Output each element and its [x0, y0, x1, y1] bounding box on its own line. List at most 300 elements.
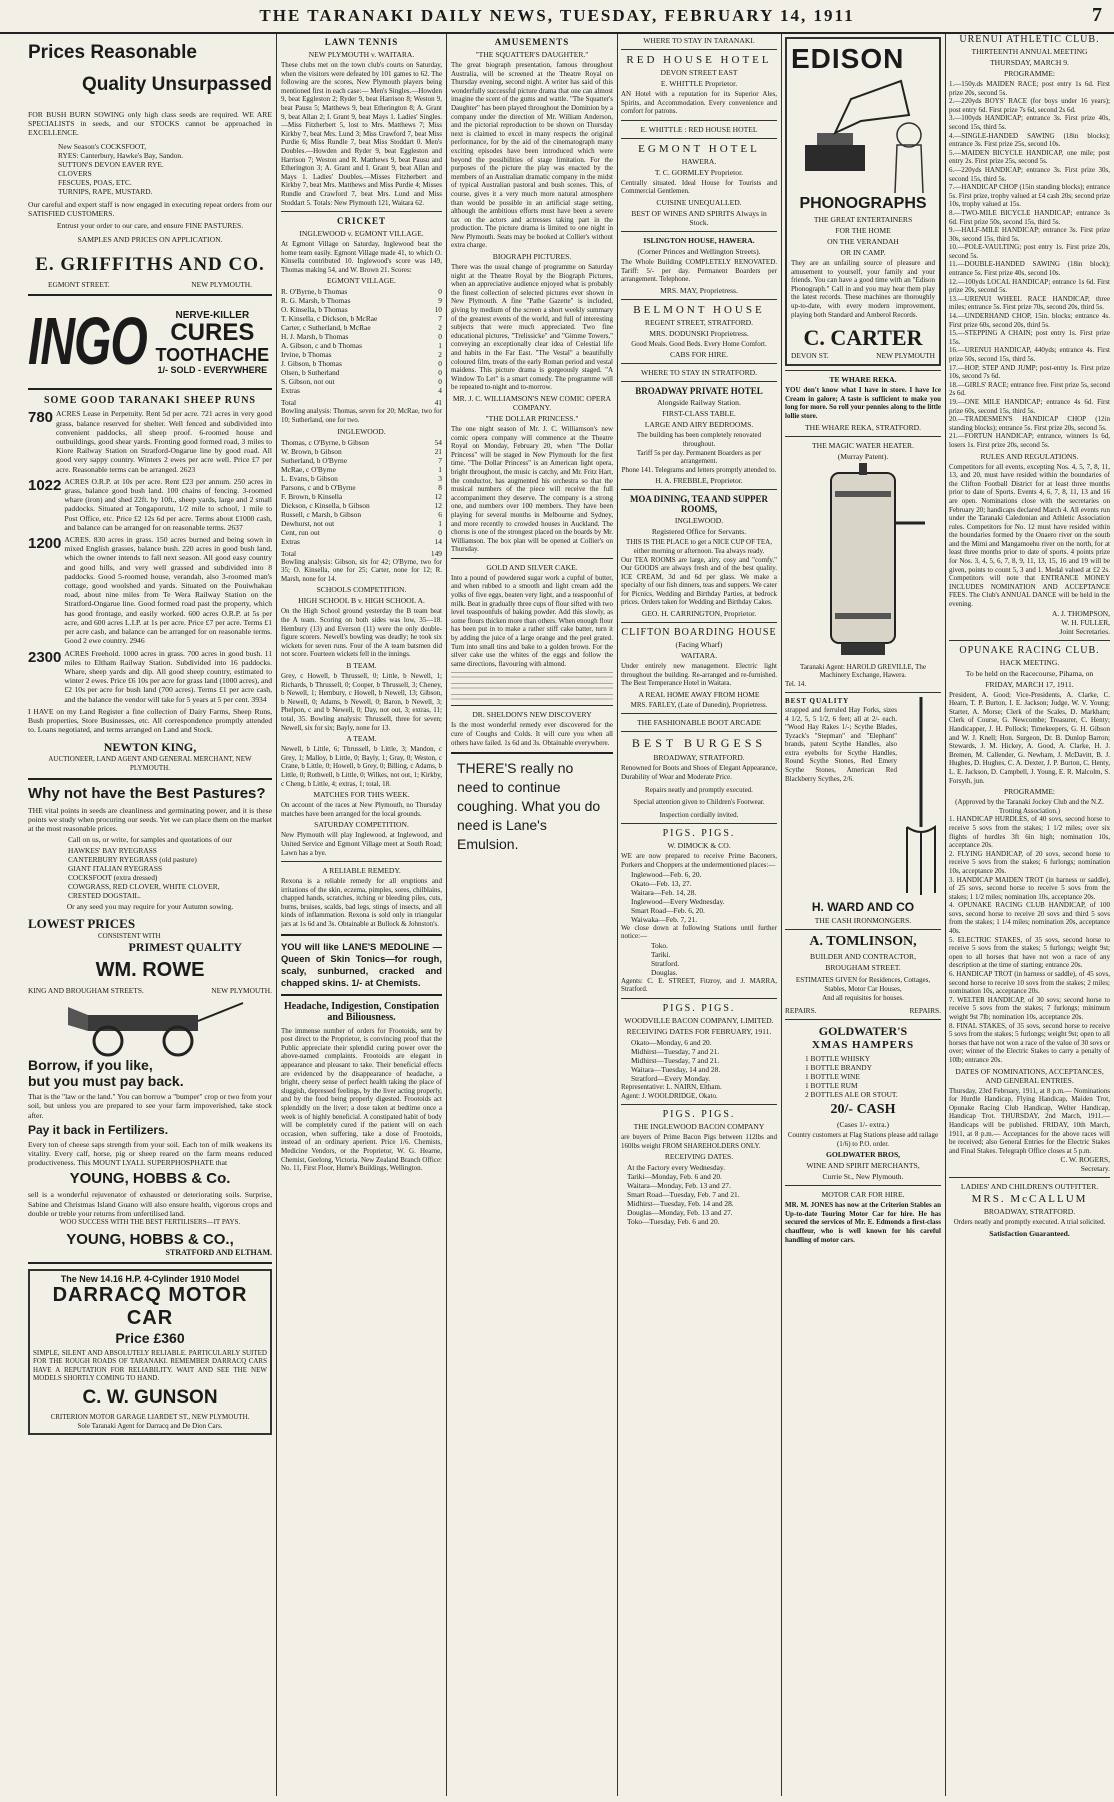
column-2	[281, 34, 442, 1796]
list-item: 7.—HANDICAP CHOP (15in standing blocks); entrance 5s. First prize, trophy valued at £4 cash 20s; second prize 10s, trophy valued at 15s.	[949, 183, 1110, 209]
list-item: 15.—STEPPING A CHAIN; post entry 1s. First prize 15s.	[949, 329, 1110, 346]
column-rule	[781, 34, 782, 1796]
ingo-nerve: NERVE-KILLER	[175, 309, 250, 321]
table-row: Total 41	[281, 398, 442, 408]
goldwater-bros: GOLDWATER BROS,	[825, 1150, 901, 1160]
dimock-name: W. DIMOCK & CO.	[667, 841, 731, 851]
xmas-hampers: XMAS HAMPERS	[811, 1039, 915, 1052]
rowe-address: KING AND BROUGHAM STREETS.	[28, 986, 144, 996]
programme-2-heading: PROGRAMME:	[1003, 787, 1056, 797]
edison-advert	[785, 37, 941, 366]
table-row: W. Brown, b Gibson 21	[281, 446, 442, 456]
hamper-price: 20/- CASH	[830, 1102, 896, 1118]
magic-heater: THE MAGIC WATER HEATER.	[812, 440, 914, 450]
gold-cake-text: Into a pound of powdered sugar work a cupful of butter, and when rubbed to a smooth and light cream add the yolks of five eggs, beaten very light, and a teaspoonful of milk. Beat in gradually three cups of flour sifted with two level teaspoonfuls of baking powder. Add this slowly, as some flours thicken more than others. When enough flour has been put in to make a rather stiff cake batter, turn it by adding the juice of a large orange and the peel grated. Turn into small tins and bake to a golden brown. For the silver cake use the whites of the eggs and follow the same directions, flavouring with almond.	[451, 573, 613, 668]
list-item: 10.—POLE-VAULTING; post entry 1s. First prize 20s, second 5s.	[949, 243, 1110, 260]
red-house-proprietor: E. WHITTLE Proprietor.	[660, 79, 738, 88]
frootoids-heading: Headache, Indigestion, Constipation and Biliousness.	[283, 1000, 440, 1023]
table-row: R. O'Byrne, b Thomas 0	[281, 287, 442, 297]
edison-title: EDISON	[791, 43, 905, 74]
secretaries-label: Joint Secretaries.	[1059, 626, 1110, 636]
list-item: Toko.	[651, 940, 668, 950]
run-acres: 780	[28, 409, 54, 427]
broadway-proprietor: H. A. FREBBLE, Proprietor.	[655, 476, 743, 486]
list-item: HAWKES' BAY RYEGRASS	[68, 846, 157, 856]
land-register-text: I HAVE on my Land Register a fine collection of Dairy Farms, Sheep Runs, Bush properties, Store Businesses, etc. All correspondence promptly attended to. Loans negotiated, and terms arranged on Land and Stock.	[28, 706, 272, 735]
lanes-medoline-advert: YOU will like LANE'S MEDOLINE — Queen of Skin Tonics—for rough, scaly, sunburned, cracked and chapped skins. 1/- at Chemists.	[281, 940, 442, 988]
burgess-text: Renowned for Boots and Shoes of Elegant Appearance, Durability of Wear and Moderate Price.	[621, 764, 777, 782]
list-item: 11.—DOUBLE-HANDED SAWING (18in block); entrance 5s. First prize 40s, second 10s.	[949, 260, 1110, 278]
list-item: 13.—URENUI WHEEL RACE HANDICAP, three miles; entrance 5s. First prize 70s, second 20s, third 5s.	[949, 294, 1110, 312]
broadway-location: Alongside Railway Station.	[657, 398, 741, 408]
pitchfork-illustration	[901, 697, 941, 897]
grass-list	[68, 846, 272, 900]
hack-meeting: HACK MEETING.	[999, 657, 1060, 667]
mccallum-name: MRS. McCALLUM	[971, 1193, 1088, 1206]
list-item: Stratford—Every Monday.	[631, 1073, 711, 1083]
best-quality: BEST QUALITY	[785, 697, 850, 706]
list-item: 6. HANDICAP TROT (in harness or saddle), of 45 sovs, second horse to receive 10 sovs from the stakes; 2 miles; nomination 10s, acceptance 20s.	[949, 970, 1110, 996]
darracq-price: Price £360	[115, 1329, 185, 1346]
inglewood-bacon-dates-heading: RECEIVING DATES.	[664, 1152, 734, 1162]
lowest-prices: LOWEST PRICES	[28, 915, 136, 931]
clifton-text: Under entirely new management. Electric light throughout the building. Re-arranged and re-furnished. The Best Temperance Hotel in Waitara.	[621, 662, 777, 688]
boot-arcade: THE FASHIONABLE BOOT ARCADE	[637, 718, 761, 728]
goldwaters: GOLDWATER'S	[818, 1024, 908, 1039]
rules-heading: RULES AND REGULATIONS.	[980, 451, 1079, 461]
matches-text: On account of the races at New Plymouth, no Thursday matches have been arranged for the local grounds.	[281, 801, 442, 818]
table-row: Sutherland, b O'Byrne 7	[281, 455, 442, 465]
borrow-heading: Borrow, if you like,	[28, 1057, 153, 1074]
list-item: Tariki—Monday, Feb. 6 and 20.	[627, 1172, 722, 1182]
schools-heading: SCHOOLS COMPETITION.	[316, 585, 407, 595]
lanes-emulsion-advert: THERE'S really no need to continue coughing. What you do need is Lane's Emulsion.	[457, 760, 601, 853]
list-item: 20.—TRADESMEN'S HANDICAP CHOP (12in standing blocks); entrance 5s. First prize 20s, second 5s.	[949, 415, 1110, 432]
list-item: Inglewood—Every Wednesday.	[631, 896, 725, 906]
table-row: Dewhurst, not out 1	[281, 518, 442, 528]
gunson-name: C. W. GUNSON	[82, 1386, 218, 1408]
moa-rooms-text: Our TEA ROOMS are large, airy, cosy and "comfy." Our GOODS are always fresh and of the best quality. ICE CREAM, 3d and 6d per glass. We make a specialty of our fish dinners, teas and suppers. We cater for Picnics, Wedding and Birthday Parties, at bedrock prices. Orders taken for Wedding and Birthday Cakes.	[621, 555, 777, 607]
young-hobbs-towns: STRATFORD AND ELTHAM.	[165, 1247, 272, 1257]
clifton-sub: (Facing Wharf)	[675, 640, 723, 650]
column-rule	[945, 34, 946, 1796]
run-acres: 1200	[28, 535, 62, 553]
list-item: Waitara—Monday, Feb. 13 and 27.	[627, 1181, 731, 1191]
needs-text: Or any seed you may require for your Autumn sowing.	[66, 902, 234, 912]
nominations-heading: DATES OF NOMINATIONS, ACCEPTANCES, AND GENERAL ENTRIES.	[955, 1066, 1104, 1085]
annual-meeting: THIRTEENTH ANNUAL MEETING	[971, 47, 1088, 56]
table-row: Cent, run out 0	[281, 527, 442, 537]
pay-back-heading: but you must pay back.	[28, 1073, 184, 1090]
list-item: Waiwaka—Feb. 7, 21.	[631, 914, 698, 924]
fertiliser-tagline: WOO SUCCESS WITH THE BEST FERTILISERS—IT PAYS.	[59, 1217, 241, 1226]
phonographs-title: PHONOGRAPHS	[799, 195, 927, 212]
burgess-inspection: Inspection cordially invited.	[659, 810, 739, 819]
seed-intro: FOR BUSH BURN SOWING only high class seeds are required. WE ARE SPECIALISTS in seeds, and our STOCKS cannot be approached in EXCELLENCE.	[28, 110, 272, 138]
list-item: 6.—220yds HANDICAP; entrance 3s. First prize 30s, second 15s, third 5s.	[949, 165, 1110, 183]
rogers-title: Secretary.	[1080, 1164, 1110, 1174]
moa-proprietor: GEO. H. CARRINGTON, Proprietor.	[641, 609, 757, 619]
saturday-text: New Plymouth will play Inglewood, at Inglewood, and United Service and Egmont Village meet at South Road; Lawn has a bye.	[281, 831, 442, 857]
phonograph-illustration	[791, 75, 935, 195]
egmont-village-heading: EGMONT VILLAGE.	[327, 276, 396, 286]
call-on-text: Call on us, or write, for samples and quotations of our	[67, 835, 233, 845]
motor-car-text: MR. M. JONES has now at the Criterion Stables an Up-to-date Touring Motor Car for hire. He has secured the services of Mr. E. Edmonds a first-class chauffeur, who is well known for his careful handling of motor cars.	[785, 1201, 941, 1244]
islington-proprietor: MRS. MAY, Proprietress.	[660, 285, 738, 295]
best-burgess: BEST BURGESS	[631, 736, 767, 751]
burgess-address: BROADWAY, STRATFORD.	[653, 753, 745, 763]
clifton-boarding-house: CLIFTON BOARDING HOUSE	[621, 627, 777, 639]
red-house-footer: E. WHITTLE : RED HOUSE HOTEL	[640, 124, 758, 134]
run-acres: 1022	[28, 476, 62, 494]
table-row: O. Kinsella, b Thomas 10	[281, 305, 442, 315]
firm-street: EGMONT STREET.	[48, 280, 110, 290]
list-item: 14.—UNDERHAND CHOP, 15in. blocks; entrance 4s. First prize 60s, second 20s, third 5s.	[949, 312, 1110, 329]
water-heater-illustration	[785, 463, 941, 663]
te-whare-reka-footer: THE WHARE REKA, STRATFORD.	[804, 422, 922, 432]
urenui-club: URENUI ATHLETIC CLUB.	[959, 34, 1100, 45]
secretary-2: W. H. FULLER,	[1061, 617, 1110, 627]
burgess-repairs: Repairs neatly and promptly executed.	[645, 785, 753, 794]
edison-line-1: THE GREAT ENTERTAINERS	[813, 215, 913, 224]
broadway-phone: Phone 141. Telegrams and letters promptly attended to.	[621, 465, 777, 474]
sheldon-heading: DR. SHELDON'S NEW DISCOVERY	[472, 710, 592, 720]
red-house-text: AN Hotel with a reputation for its Superior Ales, Spirits, and Accommodation. Every convenience and comfort for patrons.	[621, 90, 777, 116]
sheldon-text: Is the most wonderful remedy ever discovered for the cure of Coughs and Colds. It will cure you when all others have failed. 1s 6d and 3s. Obtainable everywhere.	[451, 721, 613, 747]
hack-location: To be held on the Racecourse, Pihama, on	[965, 668, 1094, 678]
tomlinson-estimates: ESTIMATES GIVEN for Residences, Cottages, Stables, Motor Car Houses,	[795, 976, 931, 993]
list-item: 4.—SINGLE-HANDED SAWING (18in blocks); entrance 3s. First prize 25s, second 10s.	[949, 131, 1110, 149]
tomlinson-trade: BUILDER AND CONTRACTOR,	[810, 952, 916, 962]
table-row: H. J. Marsh, b Thomas 0	[281, 332, 442, 342]
rowe-town: NEW PLYMOUTH.	[211, 986, 272, 996]
gold-cake-heading: GOLD AND SILVER CAKE.	[486, 562, 578, 572]
inglewood-heading: INGLEWOOD.	[337, 426, 386, 436]
secretary-1: A. J. THOMPSON,	[1052, 608, 1110, 618]
inglewood-bacon-text: are buyers of Prime Bacon Pigs between 112lbs and 160lbs weight FROM SHAREHOLDERS ONLY.	[621, 1133, 777, 1150]
gunson-agent: Sole Taranaki Agent for Darracq and De Dion Cars.	[77, 1421, 223, 1430]
list-item: COWGRASS, RED CLOVER, WHITE CLOVER,	[68, 882, 220, 892]
list-item: 7. WELTER HANDICAP, of 30 sovs; second horse to receive 5 sovs from the stakes; 7 furlongs; minimum weight 9st 7lb; nomination 10s, acceptance 20s.	[949, 995, 1110, 1021]
biograph-text: There was the usual change of programme on Saturday night at the Theatre Royal by the Biograph Pictures, when an appreciative audience enjoyed what is probably the finest collection of selected pictures ever shown in New Plymouth. A fine "Pathe Gazette" is included, giving by medium of the screen a short weekly summary of the greatest events of the world, and full of interesting subjects that were much appreciated. Two fine educational pictures, "Trelissicke" and "Gimme Towers," conveying an exceptionally clear idea of Celestial life and habits in the Far East. "The Vestal" a beautifully coloured film, treats of the early Roman period and vestal maidens. This picture drama is gorgeously staged. "A Window To Let" is a smart comedy. The programme will be repeated to-night and to-morrow.	[451, 263, 613, 392]
inglewood-scores	[281, 438, 442, 558]
list-item: 8. FINAL STAKES, of 35 sovs, second horse to receive 5 sovs from the stakes; 5 furlongs; weight 9st; open to all horses that have not won a race of the value of 30 sovs or over; winner of the Electric Stakes to carry a penalty of 10lb; entrance 20s.	[949, 1021, 1110, 1064]
dollar-princess-text: The one night season of Mr. J. C. Williamson's new comic opera company will commence at the Theatre Royal on Monday, February 20, when "The Dollar Princess" will be staged in New Plymouth for the first time. "The Dollar Princess" is an American light opera, bright throughout, the music is catchy, and Mr. Fritz Hart, the conductor, has augmented his orchestra so that the musical numbers of the piece will receive the full accompaniment they deserve. The company is a strong one, and numbers over 100 members. They have been playing for several months in Melbourne and Sydney, and more recently to crowded houses in Auckland. The chorus is one of the strongest placed on the boards by Mr. Williamson. The box plan will be opened at Collier's on Thursday.	[451, 424, 613, 554]
table-row: Irvine, b Thomas 2	[281, 350, 442, 360]
headline-quality: Quality Unsurpassed	[81, 74, 272, 95]
list-item: Smart Road—Tuesday, Feb. 7 and 21.	[627, 1190, 740, 1200]
pigs-heading: PIGS. PIGS.	[662, 828, 736, 840]
list-item: 1 BOTTLE WINE	[805, 1072, 860, 1082]
b-team-heading: B TEAM.	[346, 661, 377, 670]
table-row: J. Gibson, b Thomas 0	[281, 359, 442, 369]
pigs-heading: PIGS. PIGS.	[662, 1109, 736, 1121]
list-item: 1 BOTTLE WHISKY	[805, 1054, 871, 1064]
list-item: 19.—ONE MILE HANDICAP; entrance 4s 6d. First prize 60s, second 15s, third 5s.	[949, 397, 1110, 415]
darracq-text: SIMPLE, SILENT AND ABSOLUTELY RELIABLE. PARTICULARLY SUITED FOR THE ROUGH ROADS OF TARANAKI. REMEMBER DARRACQ CARS HAVE A REPUTATION FOR RELIABILITY. WAIT AND SEE THE NEW MODELS SHORTLY COMING TO HAND.	[33, 1348, 267, 1383]
ingo-toothache: TOOTHACHE	[155, 344, 270, 365]
list-item: 1. HANDICAP HURDLES, of 40 sovs, second horse to receive 5 sovs from the stakes; 1 1/2 miles; over six flights of hurdles 3ft 6in high; nomination 10s, acceptance 20s.	[949, 815, 1110, 850]
lawn-tennis-sub: NEW PLYMOUTH v. WAITARA.	[308, 50, 415, 59]
nominations-text: Thursday, 23rd February, 1911, at 8 p.m.— Nominations for Hurdle Handicap, Flying Handicap, Maiden Trot, Opunake Racing Club Handicap, Welter Handicap, Handicap Trot. THURSDAY, 2nd March, 1911.—Handicaps will be published. FRIDAY, 10th March, 1911, at 8 p.m.— Acceptances for the above races will be received; also General Entries for the Electric Stakes and Final Stakes. Telegraph Office closes at 5 p.m.	[949, 1086, 1110, 1155]
list-item: Tariki.	[651, 949, 671, 959]
table-row: R. G. Marsh, b Thomas 9	[281, 296, 442, 306]
rexona-heading: A RELIABLE REMEDY.	[322, 866, 401, 876]
hay-fork-advert	[785, 697, 941, 897]
frootoids-text: The immense number of orders for Frootoids, sent by post direct to the Proprietor, is convincing proof that the Public appreciate their splendid curing power over the above-named complaints. Frootoids are elegant in appearance and pleasant to take. Their beneficial effects are evidenced by the disappearance of headache, a bright, cheery sense of perfect health taking the place of sluggish, depressed feelings, by the liver acting properly, and by the food being properly digested. Frootoids act splendidly on the liver; a dose taken at bedtime once a week is of highly beneficial. A constipated habit of body will be completely cured if the patient will on each occasion, when suffering, take a dose of Frootoids, instead of an ordinary aperient. Price 1/6. Chemists, Medicine Vendors, or the Proprietor, W. G. Hearne, Chemist, Geelong, Victoria. New Zealand Branch Office: No. 11, First Floor, Hume's Buildings, Wellington.	[281, 1026, 442, 1173]
lawn-tennis-text: These clubs met on the town club's courts on Saturday, when the visitors were defeated by 101 games to 62. The following are the scores, New Plymouth players being mentioned first in each case:— Men's Singles.—Howden 9, beat Eggleston 2; Ryder 9, beat Harrison 8; Weston 9, beat Pausu 5; Matthews 9, beat Etherington 8; A. Grant 9, beat Allan 2; I. Grant 9, beat Mays 1. Ladies' Singles.—Miss Fitzherbert 5, lost to Mrs. Matthews 7; Miss Kirkby 7, beat Mrs. Lund 3; Miss Crawford 7, beat Miss Purdie 6; Miss Rundle 7, beat Miss Stoddart 0. Men's Doubles.—Howden and Ryder 9, beat Eggleston and Harrison 7; Weston and R. Matthews 9, beat Pausu and Etherington 3; A. Grant and I. Grant 9, beat Allan and Mays 1. Ladies' Doubles.—Misses Fitzherbert and Kirkby 7, beat Mrs. Matthews and Miss Purdie 4; Misses Rundle and Crawford 7, beat Mrs. Lund and Miss Stoddart 5. Totals: New Plymouth 121, Waitara 62.	[281, 61, 442, 207]
list-item: 1.—150y.ds MAIDEN RACE; post entry 1s 6d. First prize 20s, second 5s.	[949, 80, 1110, 97]
egmont-hotel-location: HAWERA.	[681, 156, 717, 166]
list-item: 8.—TWO-MILE BICYCLE HANDICAP; entrance 3s 6d. First prize 50s, second 15s, third 5s.	[949, 208, 1110, 226]
list-item: TURNIPS, RAPE, MUSTARD.	[58, 186, 153, 196]
careful-text: Our careful and expert staff is now engaged in executing repeat orders from our SATISFIED CUSTOMERS.	[28, 199, 272, 218]
best-pastures-text: THE vital points in seeds are cleanliness and germinating power, and it is these points we study when procuring our seeds. Yet we can place them on the market at the most reasonable prices.	[28, 805, 272, 833]
column-rule	[276, 34, 277, 1796]
ward-name: H. WARD AND CO	[811, 900, 915, 915]
woodville-agent: Agent: J. WOOLDRIDGE, Okato.	[621, 1091, 718, 1100]
egmont-bowling: Bowling analysis: Thomas, seven for 20; McRae, two for 10; Sutherland, one for two.	[281, 407, 442, 425]
te-whare-reka-text: YOU don't know what I have in store. I have Ice Cream in galore; A taste is sufficient to make you long for more. So roll your pennies along to the little lollie store.	[785, 386, 941, 420]
list-item: 17.—HOP, STEP AND JUMP; post-entry 1s. First prize 10s, second 7s 6d.	[949, 363, 1110, 381]
moa-servants: Registered Office for Servants.	[651, 527, 747, 537]
belmont-text: Good Meals. Good Beds. Every Home Comfort.	[631, 339, 767, 348]
goldwater-town: Currie St., New Plymouth.	[822, 1172, 904, 1182]
officers-text: President, A. Good; Vice-Presidents, A. Clarke, C. Hearn, T. P. Burton, I. E. Jackson; Judge, W. V. Young; Starter, A. Morse; Clerk of the Scales, D. Markham; Clerk of Course, G. Newcombe; Treasurer, C. Henty; Handicapper, J. H. Pollock; Timekeepers, G. H. Gibson and W. J. Knell; Hon. Surgeon, Dr. B. Dunlop Barron; Stewards, J. M. Hickey, A. Good, A. Clarke, H. J. Bremen, M. Callender, G. Newham, J. McDavitt, B. J. Hughes, D. Hughes, C. A. Dexter, J. P. Burton, C. Henty, L. E. Jackson, D. Campbell, J. Young, E. R. Malcolm, S. Forsyth, jun.	[949, 690, 1110, 785]
ingo-price: 1/- SOLD - EVERYWHERE	[157, 364, 268, 375]
egmont-village-scores	[281, 287, 442, 407]
moa-location: INGLEWOOD.	[674, 516, 724, 526]
inglewood-bacon-name: THE INGLEWOOD BACON COMPANY	[633, 1122, 765, 1132]
table-row: F. Brown, b Kinsella 12	[281, 491, 442, 501]
list-item: 21.—FORTUN HANDICAP; entrance, winners 1s 6d, losers 1s. First prize 20s, second 5s.	[949, 432, 1110, 449]
moa-place-text: THIS IS THE PLACE to get a NICE CUP OF TEA, either morning or afternoon. Tea always ready.	[626, 538, 772, 555]
list-item: CLOVERS	[58, 168, 92, 178]
squatters-heading: "THE SQUATTER'S DAUGHTER."	[475, 50, 589, 59]
clifton-home: A REAL HOME AWAY FROM HOME	[638, 689, 760, 699]
table-row: Extras 4	[281, 386, 442, 396]
headline-prices: Prices Reasonable	[28, 42, 197, 63]
primest-quality: PRIMEST QUALITY	[128, 940, 242, 955]
moa-rooms: MOA DINING, TEA AND SUPPER ROOMS,	[629, 494, 769, 515]
wm-rowe: WM. ROWE	[95, 959, 205, 982]
fertilizers-heading: Pay it back in Fertilizers.	[28, 1122, 169, 1137]
table-row: Parsons, c and b O'Byrne 8	[281, 482, 442, 492]
list-item: New Season's COCKSFOOT,	[58, 141, 147, 151]
edison-line-3: ON THE VERANDAH	[827, 237, 899, 246]
firm-town: NEW PLYMOUTH.	[191, 280, 252, 290]
list-item: Okato—Monday, 6 and 20.	[631, 1037, 712, 1047]
belmont-street: REGENT STREET, STRATFORD.	[644, 317, 754, 327]
list-item: 1 BOTTLE RUM	[805, 1081, 858, 1091]
b-team-text: Grey, c Howell, b Thrussell, 0; Little, b Newell, 1; Richards, b Thrussell, 0; Cooper, b Thrussell, 3; Cheney, b Newell, 1; Hembury, c Howell, b Newell, 13; Gibson, b Newell, 0; Adams, b Newell, 0; Baron, b Newell, 3; Phelpon, c and b Newell, 0; Day, not out, 3; extras, 11; total, 35. Bowling analysis: Thrussell, three for seven; Newell, six for six; Bayly, none for 13.	[281, 672, 442, 732]
list-item: GIANT ITALIAN RYEGRASS	[68, 864, 163, 874]
darracq-title: DARRACQ MOTOR CAR	[52, 1283, 248, 1329]
table-row: Dickson, c Kinsella, b Gibson 12	[281, 500, 442, 510]
list-item: Douglas—Monday, Feb. 13 and 27.	[627, 1208, 733, 1218]
broadway-text: The building has been completely renovated throughout.	[636, 431, 762, 448]
a-team-text: Newell, b Little, 6; Thrussell, b Little, 3; Mandon, c Grey, 1; Malloy, b Little, 0; Bayly, 1; Gray, 0; Weston, c Crane, b Little, 0; Howell, b Grey, 0; Billing, c Adams, b Little, 0; Rothwell, b Little, 0; Wilkes, not out, 1; Kirkby, c Cheng, b Little, 4; extras, 1; total, 18.	[281, 745, 442, 788]
column-rule	[617, 34, 618, 1796]
programme-2-sub: (Approved by the Taranaki Jockey Club and the N.Z. Trotting Association.)	[955, 798, 1104, 815]
heater-telephone: Tel. 14.	[785, 679, 807, 688]
hay-fork-text: strapped and ferruled Hay Forks, sizes 4 1/2, 5, 5 1/2, 6 feet; all at 2/- each. "Wood Hay Rakes 1/-; Scythe Blades, Tyzack's "Stepman" and "Elephant" brands, patent Scythe Handles, also extra eyebolts for Scythe Handles, Round Scythe Stones, Red Emery Scythe Stones, American Red Blackberry Scythes, 2/6.	[785, 705, 897, 783]
list-item: 3. HANDICAP MAIDEN TROT (in harness or saddle), of 25 sovs, second horse to receive 5 sovs from the stakes; 1 1/2 miles; nomination 10s, acceptance 20s.	[949, 875, 1110, 901]
repairs-right: REPAIRS.	[909, 1006, 941, 1016]
list-item: 1 BOTTLE BRANDY	[805, 1063, 872, 1073]
woodville-dates-heading: RECEIVING DATES FOR FEBRUARY, 1911.	[626, 1026, 772, 1036]
list-item: Midhirst—Tuesday, 7 and 21.	[631, 1046, 720, 1056]
outfitter-heading: LADIES' AND CHILDREN'S OUTFITTER.	[960, 1182, 1099, 1192]
mccallum-guarantee: Satisfaction Guaranteed.	[989, 1228, 1070, 1238]
list-item: Waitara—Tuesday, 14 and 28.	[631, 1064, 721, 1074]
cricket-text: At Egmont Village on Saturday, Inglewood beat the home team easily. Egmont Village made 41, to which O. Kinsella contributed 10. Inglewood's score was 149, Thomas making 54, and W. Brown 21. Scores:	[281, 240, 442, 274]
firm-name: E. GRIFFITHS AND CO.	[35, 254, 265, 276]
belmont-proprietor: MRS. DODUNSKI Proprietress.	[649, 328, 749, 338]
list-item: 5.—MAIDEN BICYCLE HANDICAP, one mile; post entry 2s. First prize 25s, second 5s.	[949, 148, 1110, 166]
broadway-bedrooms: LARGE AND AIRY BEDROOMS.	[644, 420, 754, 430]
list-item: Midhirst—Tuesday, 7 and 21.	[631, 1055, 720, 1065]
race-list	[949, 815, 1110, 1064]
list-item: 5. ELECTRIC STAKES, of 35 sovs, second horse to receive 5 sovs from the stakes; 5 furlongs; weight 9st; open to all horses that have not won a race of any description at the time of starting; entrance 20s.	[949, 935, 1110, 970]
carter-town: NEW PLYMOUTH	[876, 351, 935, 361]
seed-list	[58, 142, 272, 196]
mccallum-text: Orders neatly and promptly executed. A trial solicited.	[953, 1218, 1106, 1227]
ward-sub: THE CASH IRONMONGERS.	[814, 916, 912, 926]
burgess-children: Special attention given to Children's Footwear.	[633, 798, 765, 807]
page-number: 7	[1092, 4, 1102, 26]
egmont-cuisine: CUISINE UNEQUALLED.	[656, 197, 742, 207]
list-item: 12.—100yds LOCAL HANDICAP; entrance 1s 6d. First prize 20s, second 5s.	[949, 277, 1110, 295]
carter-street: DEVON ST.	[791, 351, 829, 361]
islington-location: (Corner Princes and Wellington Streets).	[637, 246, 761, 256]
hack-date: FRIDAY, MARCH 17, 1911.	[985, 679, 1074, 689]
lawn-tennis-heading: LAWN TENNIS	[324, 37, 399, 47]
list-item: COCKSFOOT (extra dressed)	[68, 873, 158, 883]
table-row: Extras 14	[281, 536, 442, 546]
column-rule	[446, 34, 447, 1796]
table-row: Thomas, c O'Byrne, b Gibson 54	[281, 437, 442, 447]
saturday-heading: SATURDAY COMPETITION.	[314, 820, 409, 830]
entrust-text: Entrust your order to our care, and ensure FINE PASTURES.	[56, 221, 244, 231]
list-item: Stratford.	[651, 958, 680, 968]
table-row: Total 149	[281, 548, 442, 558]
dimock-dates	[631, 870, 777, 924]
best-pastures-heading: Why not have the Best Pastures?	[28, 784, 266, 802]
islington-house: ISLINGTON HOUSE, HAWERA.	[643, 235, 755, 245]
list-item: Inglewood—Feb. 6, 20.	[631, 869, 702, 879]
magic-heater-sub: (Murray Patent).	[837, 451, 889, 461]
woodville-rep: Representative: L. NAIRN, Eltham.	[621, 1082, 722, 1091]
young-hobbs: YOUNG, HOBBS & Co.	[69, 1170, 231, 1188]
clifton-location: WAITARA.	[680, 651, 718, 661]
list-item: 2.—220yds BOYS' RACE (for boys under 16 years); post entry 6d. First prize 7s 6d, second 2s 6d.	[949, 97, 1110, 114]
repairs-left: REPAIRS.	[785, 1006, 817, 1016]
table-row: A. Gibson, c and b Thomas 1	[281, 341, 442, 351]
table-row: Russell, c Marsh, b Gibson 6	[281, 509, 442, 519]
te-whare-reka: TE WHARE REKA.	[829, 375, 897, 385]
list-item: Smart Road—Feb. 6, 20.	[631, 905, 705, 915]
broadway-hotel: BROADWAY PRIVATE HOTEL	[635, 386, 763, 397]
list-item: CRESTED DOGSTAIL.	[68, 891, 141, 901]
ingo-advert	[28, 301, 272, 383]
amusements-heading: AMUSEMENTS	[494, 37, 570, 47]
consistent-with: CONSISTENT WITH	[98, 931, 161, 940]
williamson-heading: MR. J. C. WILLIAMSON'S NEW COMIC OPERA COMPANY.	[452, 393, 612, 412]
list-item: Toko—Tuesday, Feb. 6 and 20.	[627, 1217, 720, 1227]
darracq-model: The New 14.16 H.P. 4-Cylinder 1910 Model	[60, 1273, 240, 1284]
egmont-hotel-proprietor: T. C. GORMLEY Proprietor.	[654, 167, 744, 177]
run-acres: 2300	[28, 648, 62, 666]
column-1	[28, 34, 272, 1796]
edison-line-4: OR IN CAMP.	[840, 248, 886, 257]
list-item: 9.—HALF-MILE HANDICAP; entrance 3s. First prize 30s, second 15s, third 5s.	[949, 226, 1110, 243]
islington-text: The Whole Building COMPLETELY RENOVATED. Tariff: 5/- per day. Permanent Boarders per arrangement. Telephone.	[621, 257, 777, 284]
column-3	[451, 34, 613, 1796]
belmont-cabs: CABS FOR HIRE.	[669, 350, 729, 360]
ingo-brand: INGO	[28, 305, 147, 380]
masthead	[0, 0, 1114, 34]
table-row: Carter, c Sutherland, b McRae 2	[281, 323, 442, 333]
broadway-table: FIRST-CLASS TABLE.	[662, 409, 736, 419]
list-item: SUTTON'S DEVON EAVER RYE.	[58, 159, 164, 169]
list-item: Okato—Feb. 13, 27.	[631, 878, 692, 888]
egmont-wines: BEST OF WINES AND SPIRITS Always in Stock.	[631, 208, 767, 227]
newton-king: NEWTON KING,	[103, 740, 197, 755]
newton-king-sub: AUCTIONEER, LAND AGENT AND GENERAL MERCHANT, NEW PLYMOUTH.	[48, 755, 252, 772]
dollar-princess-heading: "THE DOLLAR PRINCESS."	[485, 413, 579, 423]
squatters-text: The great biograph presentation, famous throughout Australia, will be screened at the Theatre Royal on Thursday evening, second night. A writer has said of this wonderfully successful picture drama that one can almost imagine the scent of the gums and wattle. "The Squatter's Daughter" has been played throughout the Dominion by a company under the direction of Mr. William Anderson, and the pictorial reproduction to be shown on Thursday next is claimed to excel in many respects the original performance, for by the aid of the cinematograph many exciting episodes have been introduced which were beyond the possibilities of stage limitation. For the purposes of the picture the play was enacted by the members of an Australian dramatic company in the midst of typical Australian pastoral and bush scenes. This, of course, gives it a very much more natural atmosphere than would be possible in an artificial stage setting, although the ambitious efforts must have been a severe tax on the actors and actresses taking part in the production. The picture drama is limited to one night in New Plymouth. Seats may be booked at Collier's without extra charge.	[451, 61, 613, 250]
event-list	[949, 80, 1110, 450]
biograph-heading: BIOGRAPH PICTURES.	[492, 252, 572, 262]
matches-heading: MATCHES FOR THIS WEEK.	[313, 790, 410, 800]
list-item: 18.—GIRLS' RACE; entrance free. First prize 5s, second 2s 6d.	[949, 380, 1110, 398]
where-to-stay-heading: WHERE TO STAY IN TARANAKI.	[643, 36, 755, 45]
borrow-text: That is the "law or the land." You can borrow a "bumper" crop or two from your soil, but unless you are prepared to see your farm impoverished, take stock after.	[28, 1092, 272, 1120]
tomlinson-street: BROUGHAM STREET.	[825, 963, 901, 973]
fertilizer-text: Every ton of cheese saps strength from your soil. Each ton of milk weakens its vitality. Every calf, horse, pig or sheep reared on the farm means reduced productiveness. This MOUNT LYALL SUPERPHOSPHATE that	[28, 1139, 272, 1168]
table-row: L. Evans, b Gibson 3	[281, 473, 442, 483]
table-row: Olsen, b Sutherland 0	[281, 368, 442, 378]
rexona-text: Rexona is a reliable remedy for all eruptions and irritations of the skin, eczema, pimples, sores, chilblains, chapped hands, scratches, itching or bleeding piles, cuts, burns, bruises, scalds, bad legs, stings of insects, and all kinds of inflammation. Rexona is sold only in triangular jars at 1s 6d and 3s. Obtainable at Bullock & Johnston's.	[281, 877, 442, 929]
motor-car-heading: MOTOR CAR FOR HIRE.	[821, 1190, 905, 1200]
darracq-advert	[28, 1269, 272, 1436]
column-5	[785, 34, 941, 1796]
a-team-heading: A TEAM.	[346, 734, 377, 744]
newspaper-title: THE TARANAKI DAILY NEWS, TUESDAY, FEBRUARY 14, 1911	[259, 6, 855, 25]
hamper-list	[805, 1054, 941, 1099]
list-item: FESCUES, POAS, ETC.	[58, 177, 132, 187]
list-item: 2 BOTTLES ALE OR STOUT.	[805, 1090, 898, 1100]
list-item: 2. FLYING HANDICAP, of 20 sovs, second horse to receive 5 sovs from the stakes; 6 furlongs; nomination 10s, acceptance 20s.	[949, 849, 1110, 875]
run-text: ACRES Lease in Perpetuity. Rent 5d per acre. 721 acres in very good grass, balance reserved for shelter. Well fenced and subdivided into convenient paddocks, all sheep proof. 6-roomed house and outbuildings, good shear yards. Fronting good formed road, 3 miles to Kiore Railway Station on Stratford-Ongarue line by good road. All good very sappy country. Winters 2 ewes per acre well. Price £7 per acre. Reasonable terms can be arranged. 2623	[56, 409, 272, 474]
opunake-club: OPUNAKE RACING CLUB.	[959, 644, 1100, 656]
meeting-date: THURSDAY, MARCH 9.	[990, 58, 1069, 67]
dimock-stations	[651, 941, 777, 977]
schools-text: On the High School ground yesterday the B team beat the A team. Scoring on both sides was low, 35—18. Hembury (13) and Everson (11) were the only double-figure scorers. Newell's bowling was deadly; he took six wickets for seven runs. Four of the A team batsmen did not score. Fourteen wickets fell in the innings.	[281, 607, 442, 659]
schools-sub: HIGH SCHOOL B v. HIGH SCHOOL A.	[298, 596, 425, 606]
clifton-proprietor: MRS. FARLEY, (Late of Dunedin), Proprietress.	[630, 700, 768, 709]
tomlinson-requisites: And all requisites for houses.	[822, 993, 904, 1002]
broadway-tariff: Tariff 5s per day. Permanent Boarders as per arrangement.	[636, 448, 762, 466]
column-4	[621, 34, 777, 1796]
list-item: At the Factory every Wednesday.	[627, 1163, 725, 1173]
sheep-runs-heading: SOME GOOD TARANAKI SHEEP RUNS	[44, 395, 256, 407]
woodville-dates	[631, 1038, 777, 1083]
column-6	[949, 34, 1110, 1796]
egmont-hotel-text: Centrally situated. Ideal House for Tourists and Commercial Gentlemen.	[621, 178, 777, 196]
farm-machine-illustration	[28, 995, 272, 1057]
